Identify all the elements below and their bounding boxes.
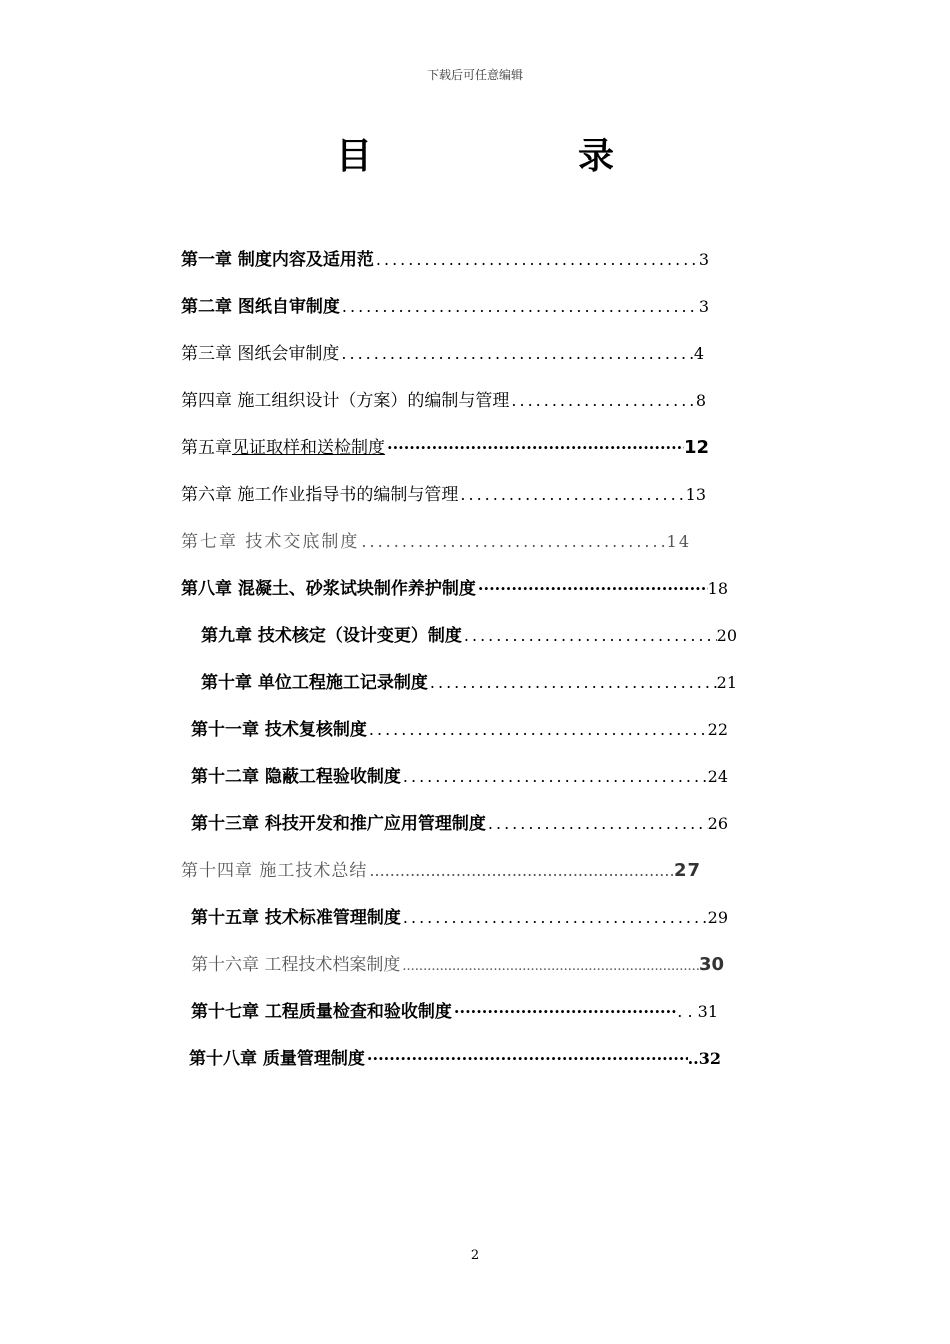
- toc-entry[interactable]: [181, 480, 706, 506]
- toc-leader-dots: [340, 297, 699, 316]
- toc-entry-label: 第十三章 科技开发和推广应用管理制度: [191, 814, 486, 834]
- toc-entry-page: 3: [698, 250, 709, 269]
- toc-entry-label: 第十五章 技术标准管理制度: [191, 908, 401, 928]
- toc-entry-label: 第二章 图纸自审制度: [181, 297, 340, 317]
- toc-entry-page: 24: [707, 767, 728, 786]
- toc-entry[interactable]: [191, 997, 718, 1023]
- toc-entry-label: 第九章 技术核定（设计变更）制度: [201, 626, 462, 646]
- toc-leader-dots: [458, 485, 685, 504]
- toc-entry-page: 21: [716, 673, 737, 692]
- toc-entry[interactable]: [191, 715, 728, 741]
- toc-entry-label: 第十六章 工程技术档案制度: [191, 955, 401, 975]
- toc-entry[interactable]: [181, 574, 728, 600]
- toc-entry-prefix: 第五章: [181, 438, 232, 458]
- toc-entry-page: 3: [698, 297, 709, 316]
- toc-leader-dots: [339, 344, 693, 363]
- toc-entry[interactable]: [181, 527, 691, 553]
- toc-leader-dots: [374, 250, 699, 269]
- title-char-right: 录: [578, 136, 615, 177]
- toc-entry-label: 第一章 制度内容及适用范: [181, 250, 374, 270]
- toc-leader-dots: [509, 391, 695, 410]
- toc-entry-label: 第三章 图纸会审制度: [181, 344, 340, 364]
- toc-leader-dots: [367, 861, 674, 880]
- toc-leader-dots: [367, 720, 708, 739]
- page-title: [0, 128, 950, 177]
- header-note: 下载后可任意编辑: [426, 68, 523, 82]
- toc-leader-dots: [486, 814, 708, 833]
- toc-entry-page: 14: [666, 532, 691, 551]
- toc-entry-page: 12: [683, 437, 709, 458]
- toc-entry-page: 13: [685, 485, 706, 504]
- toc-entry[interactable]: [201, 668, 737, 694]
- toc-entry[interactable]: [191, 950, 724, 976]
- toc-entry-page: 4: [693, 344, 704, 363]
- toc-entry-page: . . 31: [677, 1002, 718, 1021]
- toc-entry-label: 第十四章 施工技术总结: [181, 861, 368, 881]
- toc-leader-dots: [462, 626, 717, 645]
- toc-leader-dots: [476, 579, 708, 598]
- page-number: 2: [470, 1248, 480, 1263]
- toc-leader-dots: [365, 1049, 688, 1068]
- toc-entry-label: 第十八章 质量管理制度: [189, 1049, 365, 1069]
- toc-leader-dots: [400, 959, 699, 974]
- toc-entry[interactable]: [191, 809, 728, 835]
- toc-entry-label: 第十二章 隐蔽工程验收制度: [191, 767, 401, 787]
- toc-entry-label: 第四章 施工组织设计（方案）的编制与管理: [181, 391, 510, 411]
- toc-entry-label: 第十章 单位工程施工记录制度: [201, 673, 428, 693]
- toc-entry-page: 27: [673, 860, 701, 881]
- toc-entry[interactable]: [191, 903, 728, 929]
- toc-leader-dots: [359, 532, 666, 551]
- toc-entry-label: 第八章 混凝土、砂浆试块制作养护制度: [181, 579, 476, 599]
- toc-entry-page: 29: [707, 908, 728, 927]
- toc-entry[interactable]: [181, 292, 709, 318]
- toc-entry[interactable]: [189, 1044, 721, 1070]
- toc-entry[interactable]: [181, 433, 709, 459]
- toc-entry[interactable]: [181, 856, 701, 882]
- toc-leader-dots: [401, 908, 708, 927]
- toc-entry-page: 26: [707, 814, 728, 833]
- toc-entry-label: 第六章 施工作业指导书的编制与管理: [181, 485, 459, 505]
- toc-leader-dots: [401, 767, 708, 786]
- toc-entry-label: 第十七章 工程质量检查和验收制度: [191, 1002, 452, 1022]
- toc-entry-page: 8: [695, 391, 706, 410]
- toc-entry[interactable]: [191, 762, 728, 788]
- toc-entry[interactable]: [201, 621, 737, 647]
- toc-entry-label: 第七章 技术交底制度: [181, 532, 360, 552]
- title-char-left: 目: [336, 136, 373, 177]
- toc-leader-dots: [452, 1002, 677, 1021]
- toc-entry[interactable]: [181, 386, 706, 412]
- toc-leader-dots: [385, 438, 684, 457]
- toc-entry-page: 20: [716, 626, 737, 645]
- toc-entry-page: 18: [707, 579, 728, 598]
- toc-entry-label: 第十一章 技术复核制度: [191, 720, 367, 740]
- toc-entry[interactable]: [181, 245, 709, 271]
- toc-entry-page: ..32: [687, 1049, 721, 1068]
- toc-leader-dots: [428, 673, 717, 692]
- toc-entry-page: 22: [707, 720, 728, 739]
- toc-entry[interactable]: [181, 339, 704, 365]
- toc-entry-page: 30: [698, 954, 724, 975]
- toc-entry-label: 见证取样和送检制度: [232, 438, 385, 458]
